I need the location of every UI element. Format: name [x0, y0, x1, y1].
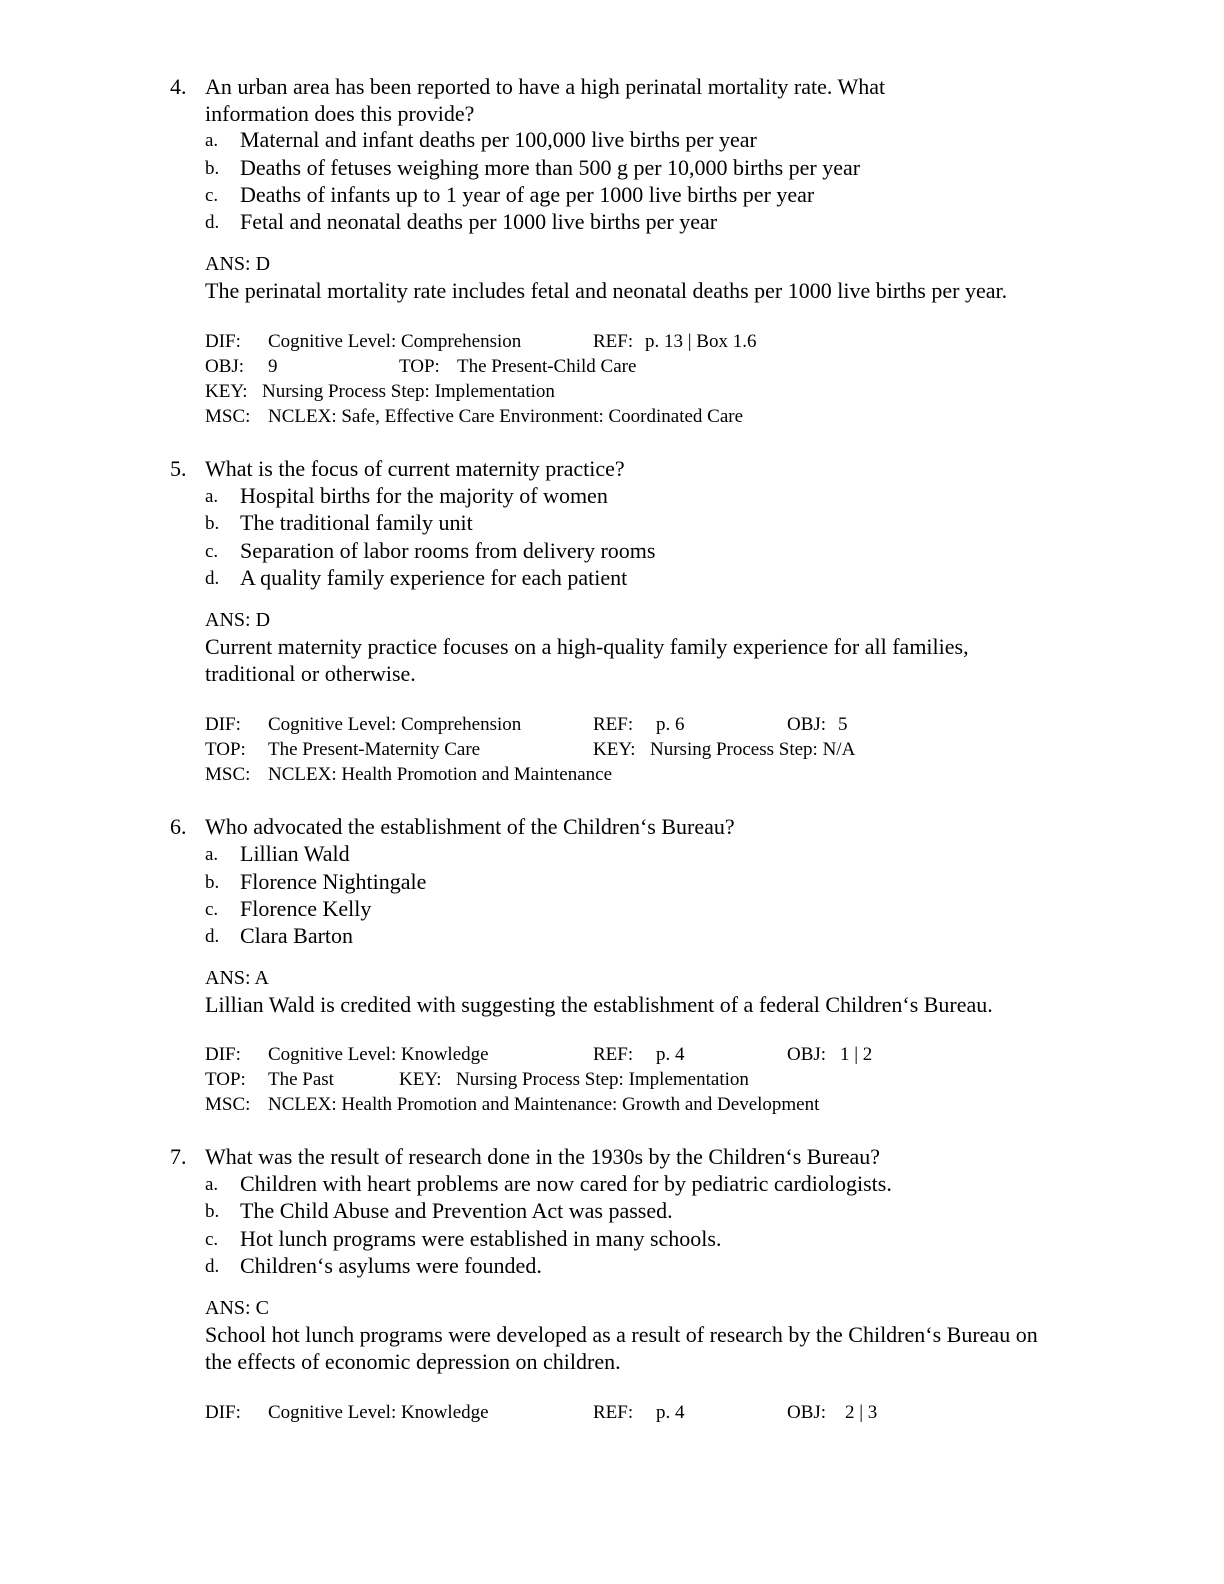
answer: ANS: C: [205, 1297, 269, 1319]
ref-value: p. 4: [656, 1402, 685, 1423]
option-letter: c.: [205, 541, 219, 562]
option-text: Separation of labor rooms from delivery rooms: [240, 538, 656, 563]
answer: ANS: A: [205, 967, 269, 989]
option-letter: a.: [205, 486, 219, 507]
dif-label: DIF:: [205, 1044, 241, 1065]
option-text: The traditional family unit: [240, 510, 473, 535]
option-letter: d.: [205, 212, 220, 233]
option-text: Florence Kelly: [240, 896, 372, 921]
question-number: 5.: [170, 456, 187, 481]
dif-value: Cognitive Level: Knowledge: [268, 1044, 489, 1065]
question-stem: What is the focus of current maternity practice?: [205, 456, 625, 481]
key-label: KEY:: [399, 1069, 442, 1090]
msc-value: NCLEX: Health Promotion and Maintenance: [268, 764, 613, 785]
obj-value: 9: [268, 356, 278, 377]
question-stem: information does this provide?: [205, 101, 475, 126]
dif-value: Cognitive Level: Comprehension: [268, 331, 522, 352]
option-letter: b.: [205, 513, 220, 534]
option-letter: b.: [205, 158, 220, 179]
option-letter: b.: [205, 872, 220, 893]
option-text: Clara Barton: [240, 923, 354, 948]
question-stem: An urban area has been reported to have a high perinatal mortality rate. What: [205, 74, 886, 99]
option-text: Hospital births for the majority of women: [240, 483, 608, 508]
dif-label: DIF:: [205, 714, 241, 735]
question-number: 6.: [170, 814, 187, 839]
rationale: the effects of economic depression on children.: [205, 1349, 621, 1374]
ref-label: REF:: [593, 331, 634, 352]
rationale: Lillian Wald is credited with suggesting the establishment of a federal Children‘s Bureau.: [205, 992, 993, 1017]
top-value: The Present-Maternity Care: [268, 739, 481, 760]
option-text: Fetal and neonatal deaths per 1000 live births per year: [240, 209, 718, 234]
obj-label: OBJ:: [787, 1402, 827, 1423]
answer: ANS: D: [205, 253, 271, 275]
option-letter: b.: [205, 1201, 220, 1222]
rationale: Current maternity practice focuses on a high-quality family experience for all families,: [205, 634, 969, 659]
option-letter: a.: [205, 1174, 219, 1195]
msc-label: MSC:: [205, 406, 251, 427]
dif-value: Cognitive Level: Comprehension: [268, 714, 522, 735]
top-value: The Present-Child Care: [457, 356, 637, 377]
ref-value: p. 6: [656, 714, 685, 735]
obj-label: OBJ:: [205, 356, 245, 377]
obj-value: 2 | 3: [845, 1402, 878, 1423]
option-text: A quality family experience for each patient: [240, 565, 628, 590]
option-text: The Child Abuse and Prevention Act was passed.: [240, 1198, 673, 1223]
top-label: TOP:: [205, 1069, 246, 1090]
option-text: Deaths of infants up to 1 year of age per 1000 live births per year: [240, 182, 815, 207]
rationale: The perinatal mortality rate includes fetal and neonatal deaths per 1000 live births per year.: [205, 278, 1008, 303]
question-number: 4.: [170, 74, 187, 99]
msc-value: NCLEX: Health Promotion and Maintenance: Growth and Development: [268, 1094, 820, 1115]
top-label: TOP:: [399, 356, 440, 377]
option-letter: d.: [205, 1256, 220, 1277]
obj-value: 5: [838, 714, 848, 735]
dif-value: Cognitive Level: Knowledge: [268, 1402, 489, 1423]
option-text: Hot lunch programs were established in many schools.: [240, 1226, 722, 1251]
obj-value: 1 | 2: [840, 1044, 873, 1065]
option-text: Florence Nightingale: [240, 869, 427, 894]
question-number: 7.: [170, 1144, 187, 1169]
option-letter: c.: [205, 1229, 219, 1250]
key-label: KEY:: [205, 381, 248, 402]
option-letter: a.: [205, 844, 219, 865]
option-letter: c.: [205, 899, 219, 920]
key-value: Nursing Process Step: Implementation: [262, 381, 555, 402]
key-label: KEY:: [593, 739, 636, 760]
obj-label: OBJ:: [787, 714, 827, 735]
question-stem: What was the result of research done in the 1930s by the Children‘s Bureau?: [205, 1144, 881, 1169]
option-text: Lillian Wald: [240, 841, 350, 866]
top-label: TOP:: [205, 739, 246, 760]
ref-label: REF:: [593, 714, 634, 735]
option-letter: d.: [205, 926, 220, 947]
option-text: Maternal and infant deaths per 100,000 live births per year: [240, 127, 757, 152]
rationale: School hot lunch programs were developed as a result of research by the Children‘s Bureau on: [205, 1322, 1038, 1347]
obj-label: OBJ:: [787, 1044, 827, 1065]
rationale: traditional or otherwise.: [205, 661, 416, 686]
msc-label: MSC:: [205, 764, 251, 785]
top-value: The Past: [268, 1069, 334, 1090]
ref-label: REF:: [593, 1402, 634, 1423]
dif-label: DIF:: [205, 331, 241, 352]
ref-value: p. 4: [656, 1044, 685, 1065]
ref-label: REF:: [593, 1044, 634, 1065]
option-text: Deaths of fetuses weighing more than 500 g per 10,000 births per year: [240, 155, 861, 180]
key-value: Nursing Process Step: N/A: [650, 739, 856, 760]
option-text: Children‘s asylums were founded.: [240, 1253, 542, 1278]
dif-label: DIF:: [205, 1402, 241, 1423]
option-letter: d.: [205, 568, 220, 589]
key-value: Nursing Process Step: Implementation: [456, 1069, 749, 1090]
answer: ANS: D: [205, 609, 271, 631]
option-letter: a.: [205, 130, 219, 151]
option-letter: c.: [205, 185, 219, 206]
msc-value: NCLEX: Safe, Effective Care Environment: Coordinated Care: [268, 406, 744, 427]
msc-label: MSC:: [205, 1094, 251, 1115]
ref-value: p. 13 | Box 1.6: [645, 331, 757, 352]
option-text: Children with heart problems are now cared for by pediatric cardiologists.: [240, 1171, 892, 1196]
question-stem: Who advocated the establishment of the Children‘s Bureau?: [205, 814, 735, 839]
